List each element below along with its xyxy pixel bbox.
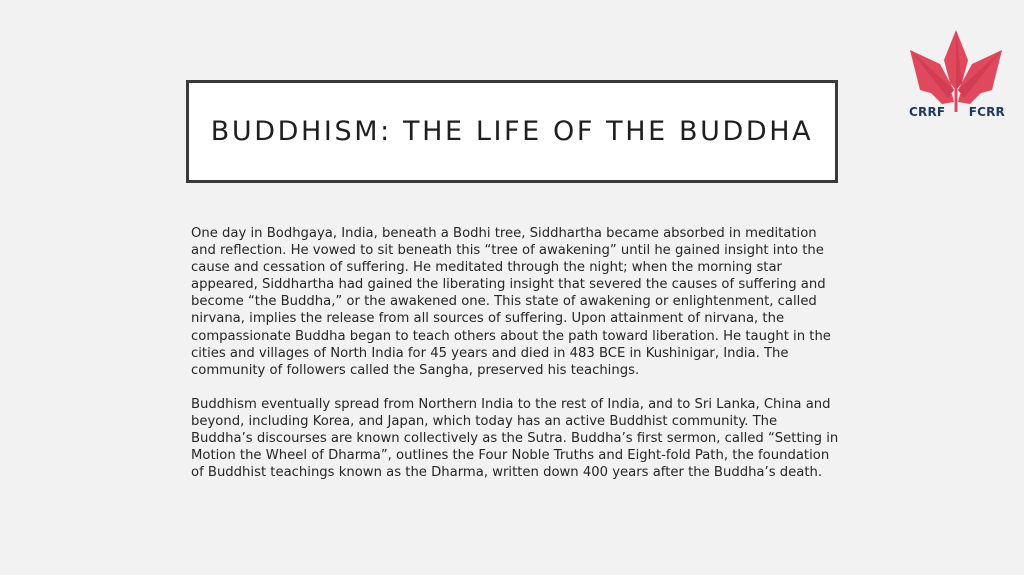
body-paragraph-1: One day in Bodhgaya, India, beneath a Bodhi tree, Siddhartha became absorbed in meditation and reflection. He vowed to sit beneath this “tree of awakening” until he gained insight into the cause and cessation of suffering. He meditated through the night; when the morning star appeared, Siddhartha had gained the liberating insight that severed the causes of suffering and become “the Buddha,” or the awakened one. This state of awakening or enlightenment, called nirvana, implies the release from all sources of suffering. Upon attainment of nirvana, the compassionate Buddha began to teach others about the path toward liberation. He taught in the cities and villages of North India for 45 years and died in 483 BCE in Kushinigar, India. The community of followers called the Sangha, preserved his teachings.	[191, 226, 831, 378]
logo-text-crrf: CRRF	[909, 105, 946, 119]
slide-body	[191, 225, 841, 481]
logo-wordmark	[909, 105, 1005, 119]
title-box	[186, 80, 838, 183]
logo-text-fcrr: FCRR	[968, 105, 1005, 119]
slide-title: BUDDHISM: THE LIFE OF THE BUDDHA	[210, 116, 814, 147]
body-paragraph-2: Buddhism eventually spread from Northern India to the rest of India, and to Sri Lanka, China and beyond, including Korea, and Japan, which today has an active Buddhist community. The Buddha’s discourses are known collectively as the Sutra. Buddha’s first sermon, called “Setting in Motion the Wheel of Dharma”, outlines the Four Noble Truths and Eight-fold Path, the foundation of Buddhist teachings known as the Dharma, written down 400 years after the Buddha’s death.	[191, 396, 839, 481]
